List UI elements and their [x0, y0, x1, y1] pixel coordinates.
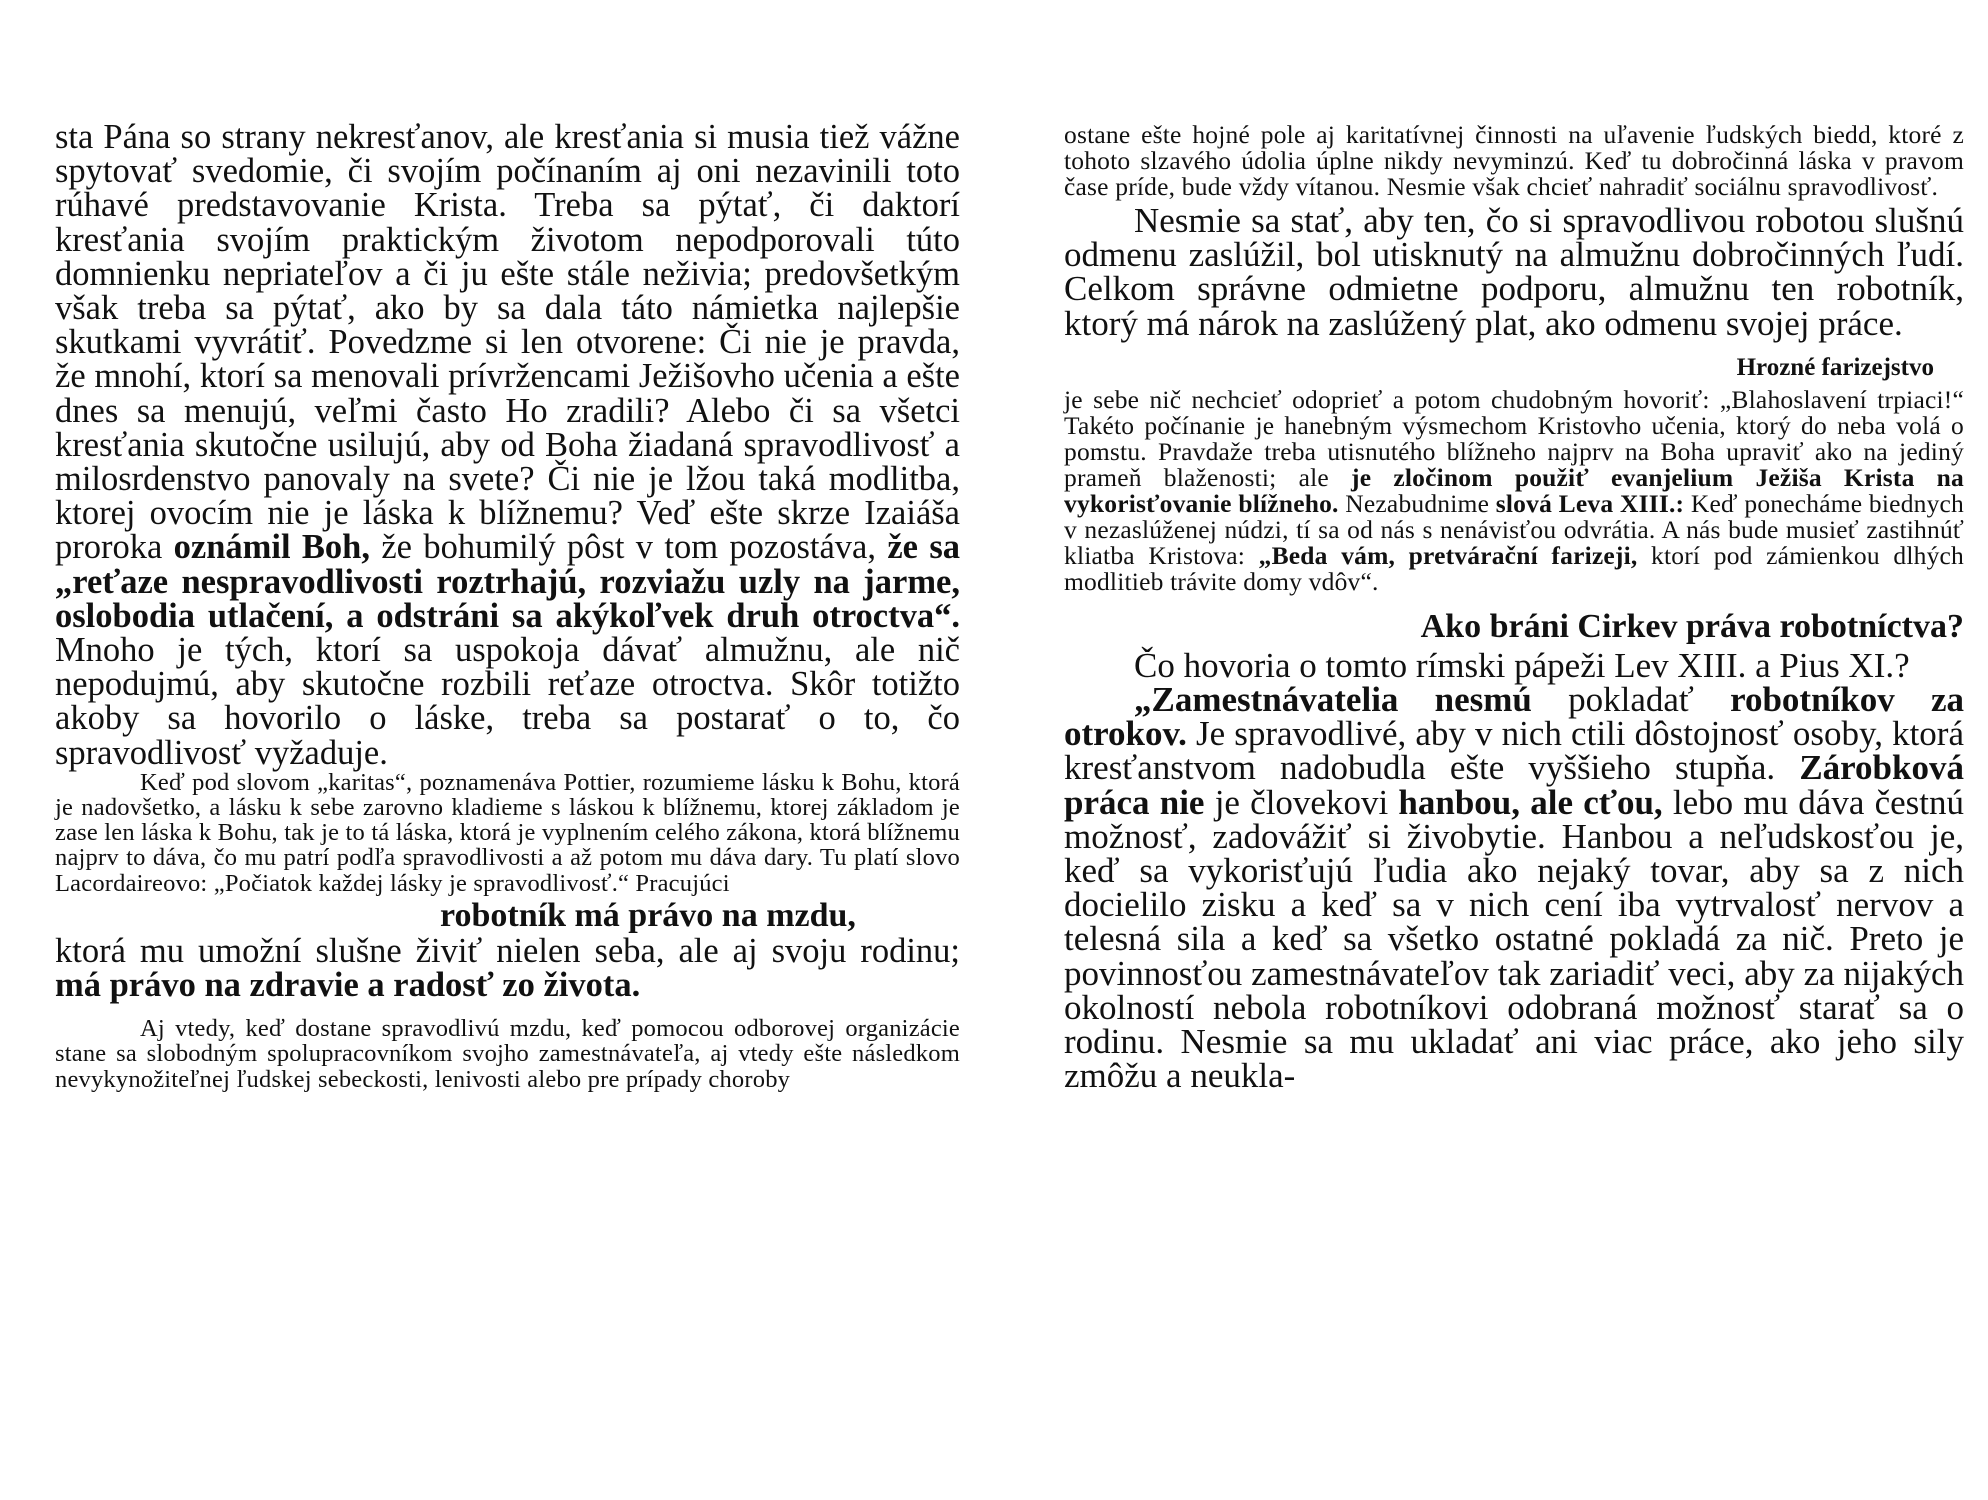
bold-run: slová Leva XIII.:	[1495, 488, 1685, 518]
text-run: sta Pána so strany nekresťanov, ale kresťania si musia tiež vážne spytovať svedomie, či svojím počínaním aj oni nezavinili toto rúhavé predstavovanie Krista. Treba sa pýtať, či daktorí kresťania svojím praktickým životom nepodporovali túto domnienku nepriateľov a či ju ešte stále neživia; predovšetkým však treba sa pýtať, ako by sa dala táto námietka najlepšie skutkami vyvrátiť. Povedzme si len otvorene: Či nie je pravda, že mnohí, ktorí sa menovali prívržencami Ježišovho učenia a ešte dnes sa menujú, veľmi často Ho zradili? Alebo či sa všetci kresťania skutočne usilujú, aby od Boha žiadaná spravodlivosť a milosrdenstvo panovaly na svete? Či nie je lžou taká modlitba, ktorej ovocím nie je láska k blížnemu? Veď ešte skrze Izaiáša proroka	[55, 118, 960, 567]
text-run: ktorá mu umožní slušne živiť nielen seba, ale aj svoju rodinu;	[55, 931, 960, 970]
bold-run: je zločinom použiť evanjelium Ježiša Krista na vykorisťovanie blížneho.	[1064, 462, 1964, 518]
right-page	[994, 0, 1988, 1500]
bold-run: robotníkov za otrokov.	[1064, 680, 1964, 754]
text-run: je sebe nič nechcieť odoprieť a potom chudobným hovoriť: „Blahoslavení trpiaci!“ Takéto počínanie je hanebným výsmechom Kristovho učenia, ktorý do neba volá o pomstu. Pravdaže treba utisnutého blížneho najprv na Boha upraviť ako na jediný prameň blaženosti; ale	[1064, 384, 1964, 492]
bold-run: „Zamestnávatelia nesmú	[1134, 680, 1532, 720]
left-subheading: robotník má právo na mzdu,	[440, 896, 856, 934]
right-paragraph-2: Nesmie sa stať, aby ten, čo si spravodlivou robotou slušnú odmenu zaslúžil, bol utisknutý na almužnu dobročinných ľudí. Celkom správne odmietne podporu, almužnu ten robotník, ktorý má nárok na zaslúžený plat, ako odmenu svojej práce.	[1064, 201, 1964, 343]
left-column	[55, 120, 960, 1092]
right-small-heading: Hrozné farizejstvo	[1736, 353, 1934, 381]
text-run: Je spravodlivé, aby v nich ctili dôstojnosť osoby, ktorá kresťanstvom nadobudla ešte vyššieho stupňa.	[1064, 714, 1964, 788]
left-paragraph-1	[55, 120, 960, 770]
right-column	[1064, 120, 1965, 1096]
text-run: že bohumilý pôst v tom pozostáva,	[370, 528, 888, 567]
text-run: je človekovi	[1204, 782, 1399, 822]
right-paragraph-5	[1064, 680, 1965, 1096]
spacer	[55, 1002, 960, 1016]
text-run: Mnoho je tých, ktorí sa uspokoja dávať almužnu, ale nič nepodujmú, aby skutočne rozbili reťaze otroctva. Skôr totižto akoby sa hovorilo o láske, treba sa postarať o to, čo spravodlivosť vyžaduje.	[55, 631, 960, 772]
text-run: Nezabudnime	[1338, 488, 1496, 518]
left-paragraph-2: Keď pod slovom „karitas“, poznamenáva Pottier, rozumieme lásku k Bohu, ktorá je nadovšetko, a lásku k sebe zarovno kladieme s láskou k blížnemu, ktorej základom je zase len láska k Bohu, tak je to tá láska, ktorá je vyplnením celého zákona, ktorá blížnemu najprv to dáva, čo mu patrí podľa spravodlivosti a až potom mu dáva dary. Tu platí slovo Lacordaireovo: „Počiatok každej lásky je spravodlivosť.“ Pracujúci	[55, 768, 960, 897]
bold-run: „Beda vám, pretvárační farizeji,	[1258, 540, 1638, 570]
text-run: Keď ponecháme biednych v nezaslúženej núdzi, tí sa od nás s nenávisťou odvrátia. A nás bude musieť zastihnúť kliatba Kristova:	[1064, 488, 1965, 570]
bold-run: Zárobková práca nie	[1064, 748, 1964, 822]
left-paragraph-4: Aj vtedy, keď dostane spravodlivú mzdu, keď pomocou odborovej organizácie stane sa slobodným spolupracovníkom svojho zamestnávateľa, aj vtedy ešte následkom nevykynožiteľnej ľudskej sebeckosti, lenivosti alebo pre prípady choroby	[55, 1015, 960, 1093]
right-paragraph-1: ostane ešte hojné pole aj karitatívnej činnosti na uľavenie ľudských biedd, ktoré z tohoto slzavého údolia úplne nikdy nevyminzú. Keď tu dobročinná láska v pravom čase príde, bude vždy vítanou. Nesmie však chcieť nahradiť sociálnu spravodlivosť.	[1064, 120, 1964, 201]
bold-run: že sa „reťaze nespravodlivosti roztrhajú, rozviažu uzly na jarme, oslobodia utlačení, a odstráni sa akýkoľvek druh otroctva“.	[55, 528, 961, 635]
bold-run: má právo na zdravie a radosť zo života.	[55, 966, 641, 1005]
text-run: pokladať	[1531, 680, 1731, 720]
text-run: ktorí pod zámienkou dlhých modlitieb trávite domy vdôv“.	[1064, 540, 1964, 596]
bold-run: oznámil Boh,	[173, 528, 370, 567]
text-run: lebo mu dáva čestnú možnosť, zadovážiť si živobytie. Hanbou a neľudskosťou je, keď sa vykorisťujú ľudia ako nejaký tovar, aby sa z nich docielilo zisku a keď sa v nich cení iba vytrvalosť nervov a telesná sila a keď sa všetko ostatné pokladá za nič. Preto je povinnosťou zamestnávateľov tak zariadiť veci, aby za nijakých okolností nebola robotníkovi odobraná možnosť starať sa o rodinu. Nesmie sa mu ukladať ani viac práce, ako jeho sily zmôžu a neukla-	[1064, 782, 1965, 1096]
left-paragraph-3	[55, 931, 960, 1005]
right-paragraph-3	[1064, 384, 1965, 596]
section-title: Ako bráni Cirkev práva robotníctva?	[1420, 607, 1964, 645]
right-paragraph-4: Čo hovoria o tomto rímski pápeži Lev XIII. a Pius XI.?	[1134, 645, 1910, 685]
bold-run: hanbou, ale cťou,	[1398, 782, 1663, 822]
